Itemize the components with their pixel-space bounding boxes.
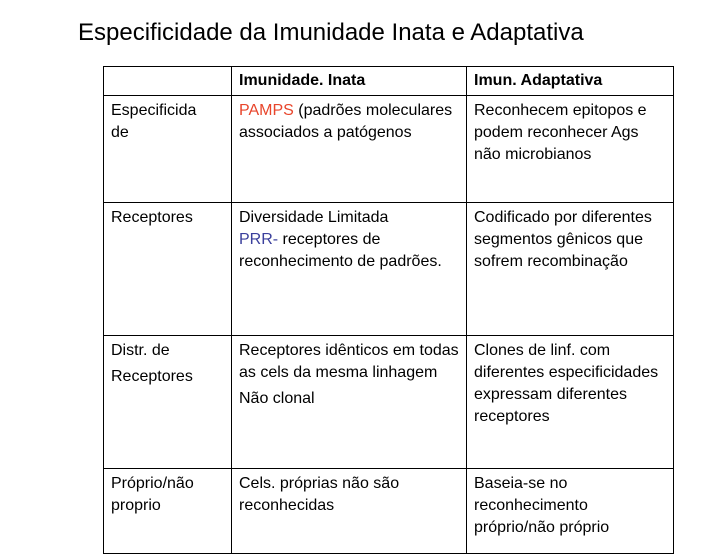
table-row — [104, 96, 674, 203]
row-label-line: de — [111, 124, 129, 141]
innate-line2: Não clonal — [239, 390, 315, 407]
innate-line1: Diversidade Limitada — [239, 209, 389, 226]
adaptive-cell: Baseia-se no reconhecimento próprio/não próprio — [467, 469, 674, 554]
innate-text: (padrões moleculares associados a patógenos — [239, 102, 453, 141]
table-header-row — [104, 67, 674, 96]
adaptive-cell: Reconhecem epitopos e podem reconhecer Ags não microbianos — [467, 96, 674, 203]
table-row — [104, 336, 674, 469]
innate-cell: Cels. próprias não são reconhecidas — [232, 469, 467, 554]
innate-text: receptores de reconhecimento de padrões. — [239, 231, 442, 270]
innate-cell — [232, 203, 467, 336]
innate-cell — [232, 96, 467, 203]
row-label-distr — [104, 336, 232, 469]
prr-highlight: PRR- — [239, 231, 279, 248]
table-row — [104, 203, 674, 336]
innate-line1: Receptores idênticos em todas as cels da mesma linhagem — [239, 342, 459, 381]
row-label-proprio: Próprio/não proprio — [104, 469, 232, 554]
table-row — [104, 469, 674, 554]
innate-cell — [232, 336, 467, 469]
row-label-line: Distr. de — [111, 342, 170, 359]
row-label-receptores: Receptores — [104, 203, 232, 336]
comparison-table — [103, 66, 674, 554]
adaptive-cell: Codificado por diferentes segmentos gênicos que sofrem recombinação — [467, 203, 674, 336]
pamps-highlight: PAMPS — [239, 102, 294, 119]
header-innate: Imunidade. Inata — [232, 67, 467, 96]
header-empty-cell — [104, 67, 232, 96]
page-title: Especificidade da Imunidade Inata e Adaptativa — [78, 19, 584, 46]
adaptive-cell: Clones de linf. com diferentes especificidades expressam diferentes receptores — [467, 336, 674, 469]
row-label-line: Receptores — [111, 368, 193, 385]
row-label-line: Especificida — [111, 102, 197, 119]
header-adaptive: Imun. Adaptativa — [467, 67, 674, 96]
row-label-especificidade — [104, 96, 232, 203]
